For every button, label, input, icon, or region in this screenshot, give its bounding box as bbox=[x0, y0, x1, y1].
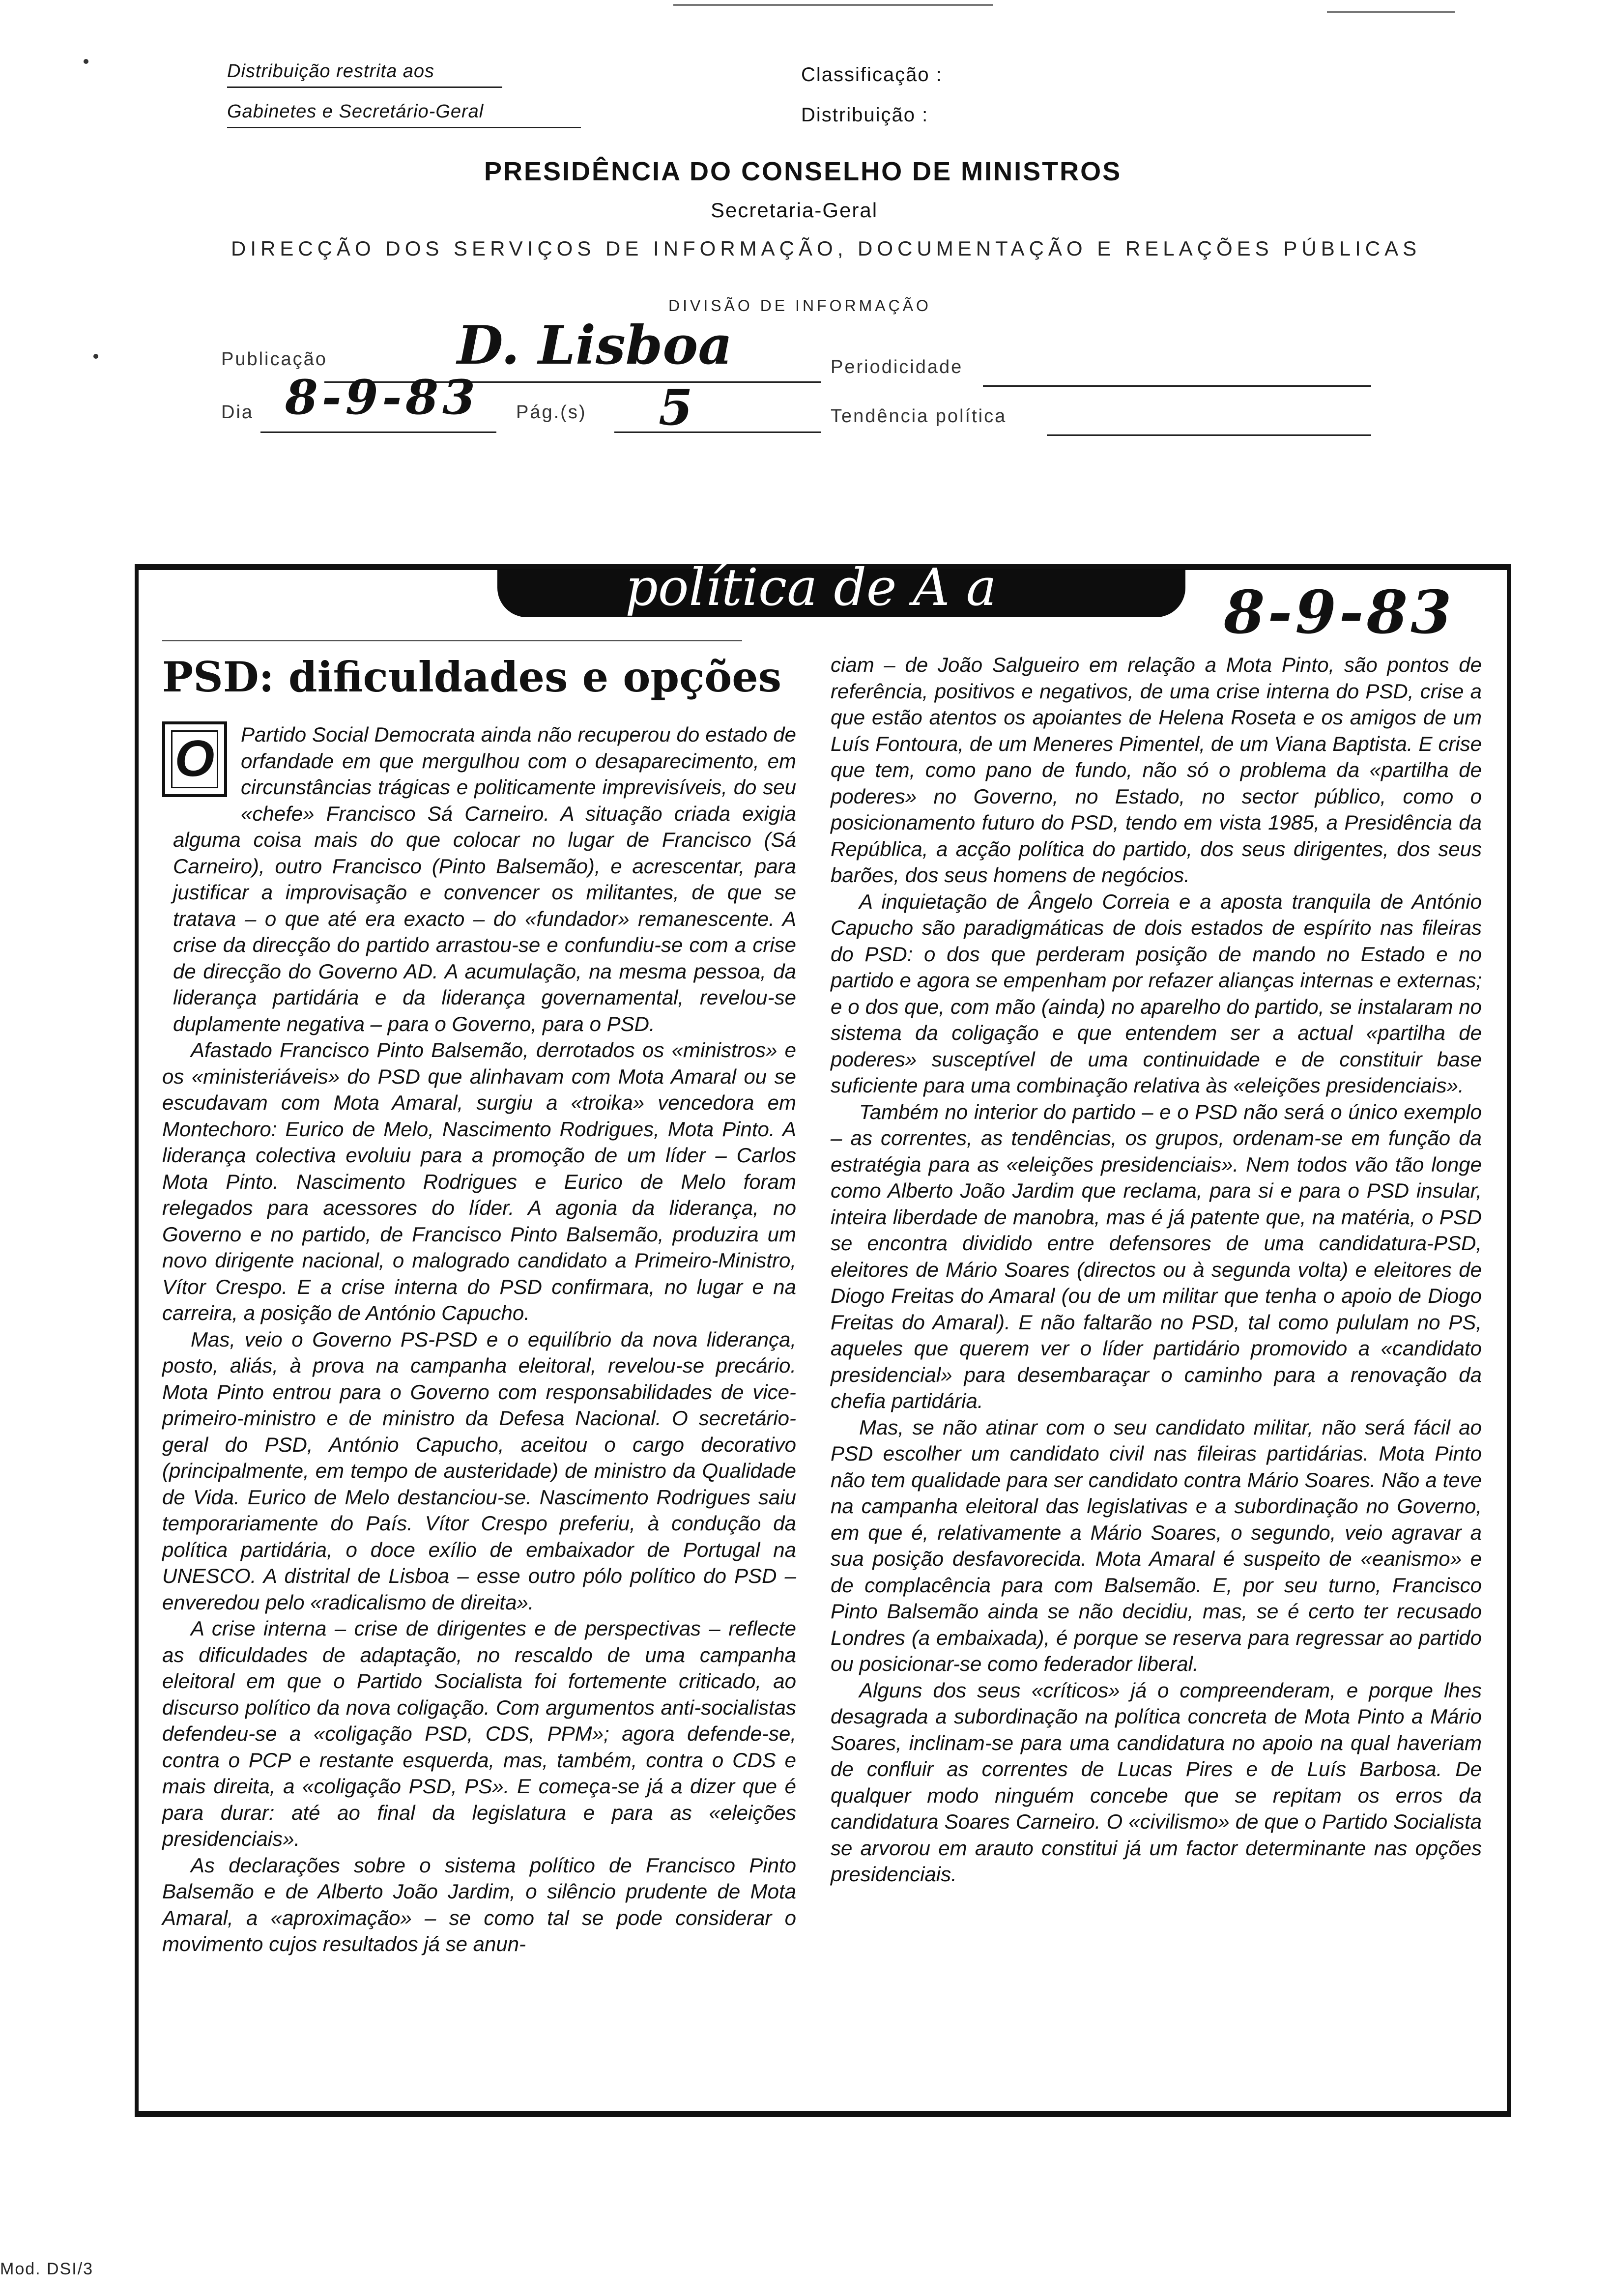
dropcap-box bbox=[162, 721, 227, 797]
article-left-column bbox=[162, 721, 796, 1957]
paragraph: Mas, veio o Governo PS-PSD e o equilíbrio da nova liderança, posto, aliás, à prova na campanha eleitoral, revelou-se precário. Mota Pinto entrou para o Governo com responsabilidades de vice-primeiro-ministro e de ministro da Defesa Nacional. O secretário-geral do PSD, António Capucho, aceitou o cargo decorativo (principalmente, em tempo de austeridade) de ministro da Qualidade de Vida. Eurico de Melo destanciou-se. Nascimento Rodrigues saiu temporariamente do País. Vítor Crespo preferiu, à condução da política partidária, o doce exílio de embaixador de Portugal na UNESCO. A distrital de Lisboa – esse outro pólo político do PSD – enveredou pelo «radicalismo de direita». bbox=[162, 1327, 796, 1614]
distribution-label: Distribuição : bbox=[801, 104, 929, 126]
date-stamp-handwritten: 8-9-83 bbox=[1224, 578, 1455, 647]
page-label: Pág.(s) bbox=[516, 402, 587, 423]
scan-mark bbox=[84, 59, 88, 64]
day-line bbox=[260, 431, 496, 433]
section-banner-title: política de A a Z bbox=[625, 557, 997, 677]
scan-mark bbox=[93, 354, 98, 359]
headline: PSD: dificuldades e opções bbox=[162, 653, 781, 701]
paragraph: Afastado Francisco Pinto Balsemão, derrotados os «ministros» e os «ministeriáveis» do PSD que alinhavam com Mota Amaral ou se escudavam com Mota Amaral, surgiu a «troika» vencedora em Montechoro: Eurico de Melo, Nascimento Rodrigues, Mota Pinto. A liderança colectiva evoluiu para a promoção de um líder – Carlos Mota Pinto. Nascimento Rodrigues e Eurico de Melo foram relegados para acessores do líder. A agonia da liderança, no Governo e no partido, de Francisco Pinto Balsemão, produzira um novo dirigente nacional, o malogrado candidato a Primeiro-Ministro, Vítor Crespo. E a crise interna do PSD confirmara, no lugar e na carreira, a posição de António Capucho. bbox=[162, 1038, 796, 1324]
paragraph: ciam – de João Salgueiro em relação a Mota Pinto, são pontos de referência, positivos e negativos, de uma crise interna do PSD, crise a que estão atentos os apoiantes de Helena Roseta e os amigos de um Luís Fontoura, de um Meneres Pimentel, de um Viana Baptista. E crise que tem, como pano de fundo, não só o problema da «partilha de poderes» no Governo, no Estado, no sector público, como o posicionamento futuro do PSD, tendo em vista 1985, a Presidência da República, a acção política do partido, dos seus dirigentes, dos seus barões, dos seus homens de negócios. bbox=[831, 653, 1482, 887]
page-handwritten: 5 bbox=[659, 378, 693, 436]
paragraph: As declarações sobre o sistema político de Francisco Pinto Balsemão e de Alberto João Jardim, o silêncio prudente de Mota Amaral, a «aproximação» – se como tal se pode considerar o movimento cujos resultados já se anun- bbox=[162, 1853, 796, 1955]
distribution-note-underline bbox=[227, 86, 502, 88]
division-title: DIVISÃO DE INFORMAÇÃO bbox=[668, 297, 931, 315]
top-edge-line bbox=[673, 4, 993, 6]
paragraph: A crise interna – crise de dirigentes e de perspectivas – reflecte as dificuldades de adaptação, no rescaldo de uma campanha eleitoral em que o Partido Socialista foi fortemente criticado, ao discurso político da nova coligação. Com argumentos anti-socialistas defendeu-se a «coligação PSD, CDS, PPM»; agora defende-se, contra o PCP e restante esquerda, mas, também, contra o CDS e mais direita, a «coligação PSD, PS». E começa-se já a dizer que é para durar: até ao final da legislatura e para as «eleições presidenciais». bbox=[162, 1617, 796, 1850]
paragraph: Alguns dos seus «críticos» já o compreenderam, e porque lhes desagrada a subordinação na política concreta de Mota Pinto a Mário Soares, inclinam-se para uma candidatura no apoio na qual haveriam de confluir as correntes de Lucas Pires e de Luís Barbosa. De qualquer modo ninguém concebe que se repitam os erros da candidatura Soares Carneiro. O «civilismo» de que o Partido Socialista se arvorou em arauto constitui já um factor determinante nas opções presidenciais. bbox=[831, 1678, 1482, 1886]
ministry-title: PRESIDÊNCIA DO CONSELHO DE MINISTROS bbox=[484, 157, 1122, 186]
tendency-line bbox=[1047, 434, 1371, 436]
day-label: Dia bbox=[221, 402, 254, 423]
classification-label: Classificação : bbox=[801, 64, 943, 86]
publication-label: Publicação bbox=[221, 349, 327, 370]
article-frame-right bbox=[1507, 564, 1511, 2117]
directorate-title: DIRECÇÃO DOS SERVIÇOS DE INFORMAÇÃO, DOCUMENTAÇÃO E RELAÇÕES PÚBLICAS bbox=[231, 237, 1421, 260]
periodicity-line bbox=[983, 385, 1371, 387]
publication-handwritten: D. Lisboa bbox=[457, 315, 733, 376]
page-line bbox=[614, 431, 821, 433]
article-frame-left bbox=[135, 564, 139, 2117]
tendency-label: Tendência política bbox=[831, 406, 1007, 427]
paragraph: Mas, se não atinar com o seu candidato militar, não será fácil ao PSD escolher um candidato civil nas fileiras partidárias. Mota Pinto não tem qualidade para ser candidato contra Mário Soares. Não a teve na campanha eleitoral das legislativas e a subordinação no Governo, em que é, relativamente a Mário Soares, o segundo, veio agravar a sua posição desfavorecida. Mota Amaral é suspeito de «eanismo» e de complacência para com Balsemão. E, por seu turno, Francisco Pinto Balsemão ainda se não decidiu, mas, se é certo ter recusado Londres (a embaixada), é porque se reserva para regressar ao partido ou posicionar-se como federador liberal. bbox=[831, 1415, 1482, 1675]
distribution-note-line1: Distribuição restrita aos bbox=[227, 61, 435, 82]
paragraph: Também no interior do partido – e o PSD não será o único exemplo – as correntes, as tendências, os grupos, ordenam-se em função da estratégia para as «eleições presidenciais». Nem todos vão tão longe como Alberto João Jardim que reclama, para si e para o PSD insular, inteira liberdade de manobra, mas é já patente que, na matéria, o PSD se encontra dividido entre defensores de uma candidatura-PSD, eleitores de Mário Soares (directos ou à segunda volta) e eleitores de Diogo Freitas do Amaral (ou de um militar que tenha o apoio de Diogo Freitas do Amaral). E não faltarão no PSD, tal como pululam no PS, aqueles que querem ver o líder partidário promovido a «candidato presidencial» para desembaraçar o caminho para a renovação da chefia partidária. bbox=[831, 1100, 1482, 1412]
model-code: Mod. DSI/3 bbox=[0, 2260, 94, 2278]
article-frame-bottom bbox=[135, 2111, 1511, 2117]
periodicity-label: Periodicidade bbox=[831, 357, 963, 377]
headline-rule bbox=[162, 640, 742, 641]
dropcap-letter: O bbox=[171, 730, 218, 788]
distribution-note-line2: Gabinetes e Secretário-Geral bbox=[227, 101, 484, 122]
day-handwritten: 8-9-83 bbox=[285, 370, 479, 425]
article-right-column bbox=[831, 652, 1482, 1888]
paragraph: Partido Social Democrata ainda não recuperou do estado de orfandade em que mergulhou com o desaparecimento, em circunstâncias trágicas e politicamente imprevisíveis, do seu «chefe» Francisco Sá Carneiro. A situação criada exigia alguma coisa mais do que colocar no lugar de Francisco (Sá Carneiro), outro Francisco (Pinto Balsemão), e acrescentar, para justificar a improvisação e convencer os militantes, de que se tratava – o que até era exacto – do «fundador» remanescente. A crise da direcção do partido arrastou-se e confundiu-se com a crise de direcção do Governo AD. A acumulação, na mesma pessoa, da liderança partidária e da liderança governamental, revelou-se duplamente negativa – para o Governo, para o PSD. bbox=[173, 723, 796, 1035]
secretariat-title: Secretaria-Geral bbox=[711, 199, 878, 222]
paragraph: A inquietação de Ângelo Correia e a aposta tranquila de António Capucho são paradigmáticas de dois estados de espírito nas fileiras do PSD: o dos que perderam posição de mando no Estado e no partido e agora se empenham por refazer alianças internas e externas; e o dos que, com mão (ainda) no aparelho do partido, se instalaram no sistema da coligação e que entendem ser a actual «partilha de poderes» susceptível de uma continuidade e de constituir base suficiente para uma combinação relativa às «eleições presidenciais». bbox=[831, 890, 1482, 1097]
top-edge-line-2 bbox=[1327, 11, 1455, 13]
distribution-note-underline-2 bbox=[227, 127, 581, 128]
